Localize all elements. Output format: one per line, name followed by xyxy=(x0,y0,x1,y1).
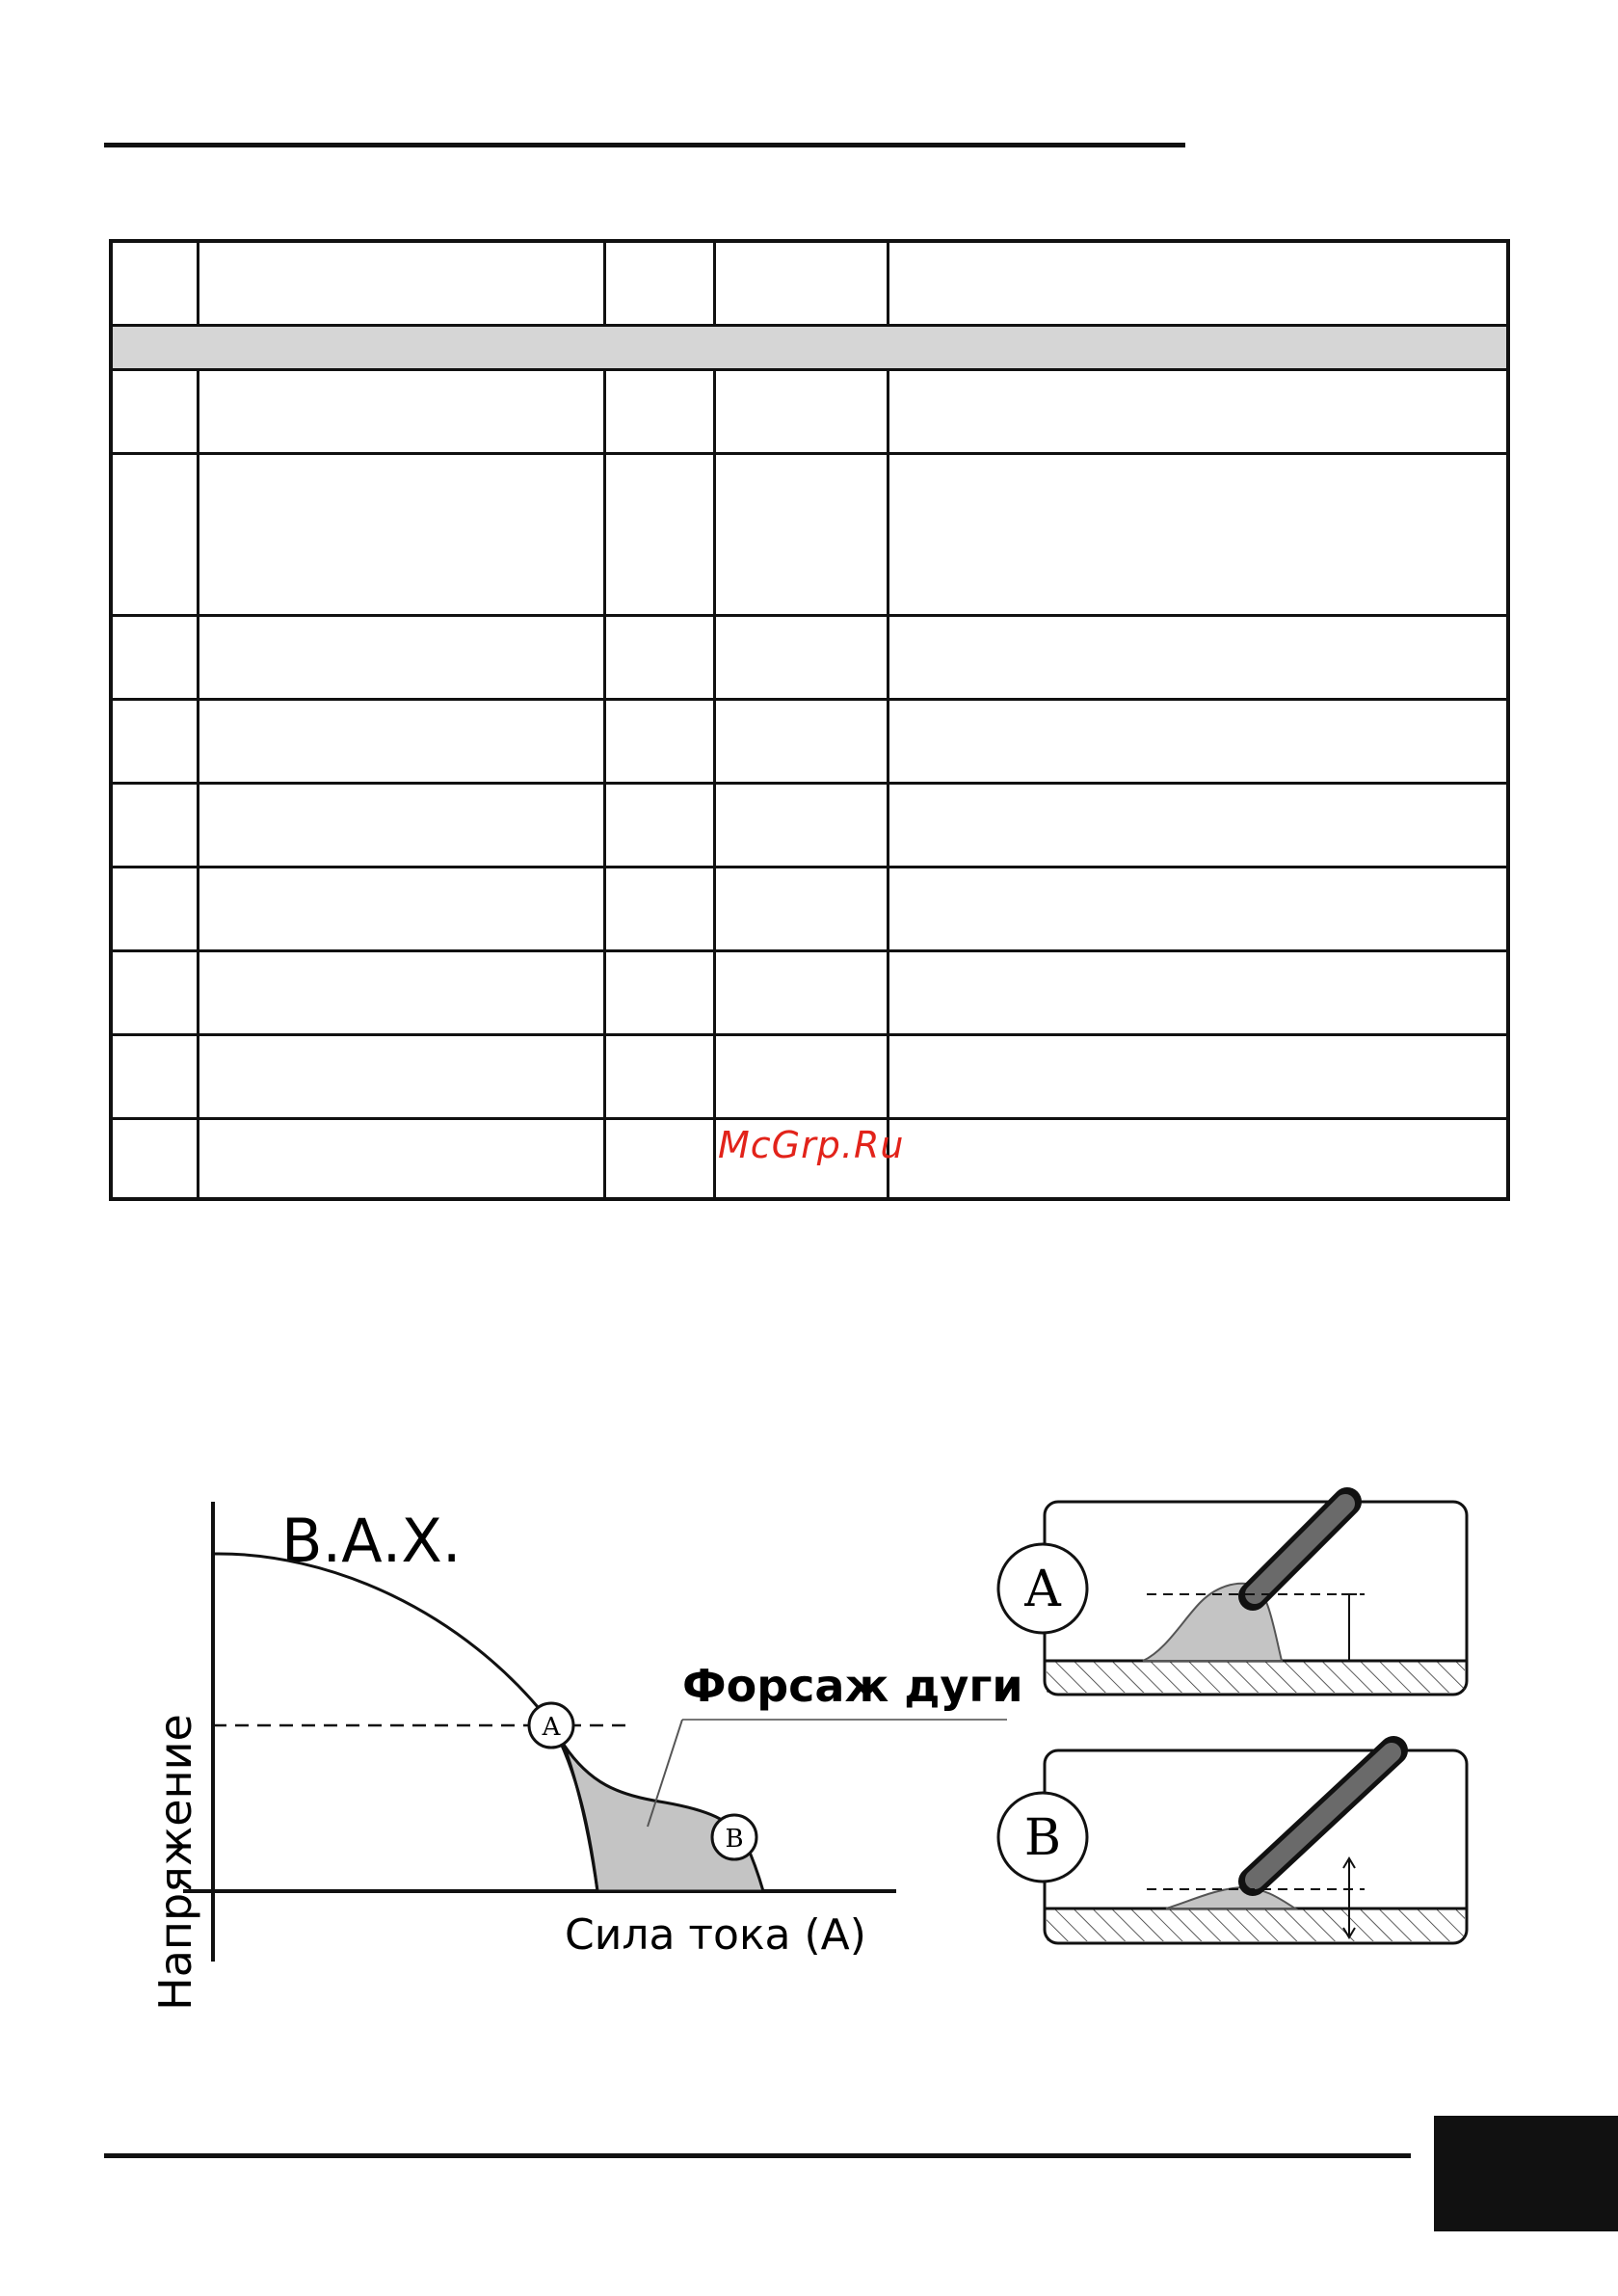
inset-a xyxy=(998,1502,1467,1695)
table-row xyxy=(111,454,1508,616)
watermark: McGrp.Ru xyxy=(718,1124,905,1166)
arc-boost-label: Форсаж дуги xyxy=(682,1660,1023,1712)
table-row xyxy=(111,700,1508,784)
table-row xyxy=(111,784,1508,868)
top-rule xyxy=(104,143,1185,147)
va-characteristic-figure xyxy=(0,1484,1618,2024)
spec-table xyxy=(109,239,1510,1201)
page-number-tab xyxy=(1434,2116,1618,2231)
spec-table-wrap xyxy=(109,239,1510,1201)
chart-title: В.А.Х. xyxy=(281,1506,462,1576)
table-row xyxy=(111,868,1508,951)
inset-b xyxy=(998,1750,1467,1943)
table-header-row xyxy=(111,241,1508,326)
marker-a-label: A xyxy=(542,1713,561,1742)
inset-b-label: B xyxy=(1023,1809,1062,1867)
table-row xyxy=(111,370,1508,454)
table-row xyxy=(111,1035,1508,1119)
x-axis-label: Сила тока (А) xyxy=(565,1910,866,1960)
figure-svg xyxy=(0,1484,1618,2024)
table-section-band xyxy=(111,326,1508,370)
inset-a-label: A xyxy=(1024,1561,1061,1618)
bottom-rule xyxy=(104,2153,1411,2158)
table-row xyxy=(111,616,1508,700)
table-row xyxy=(111,951,1508,1035)
y-axis-label: Напряжение xyxy=(149,1714,201,2011)
marker-b-label: B xyxy=(725,1825,744,1854)
